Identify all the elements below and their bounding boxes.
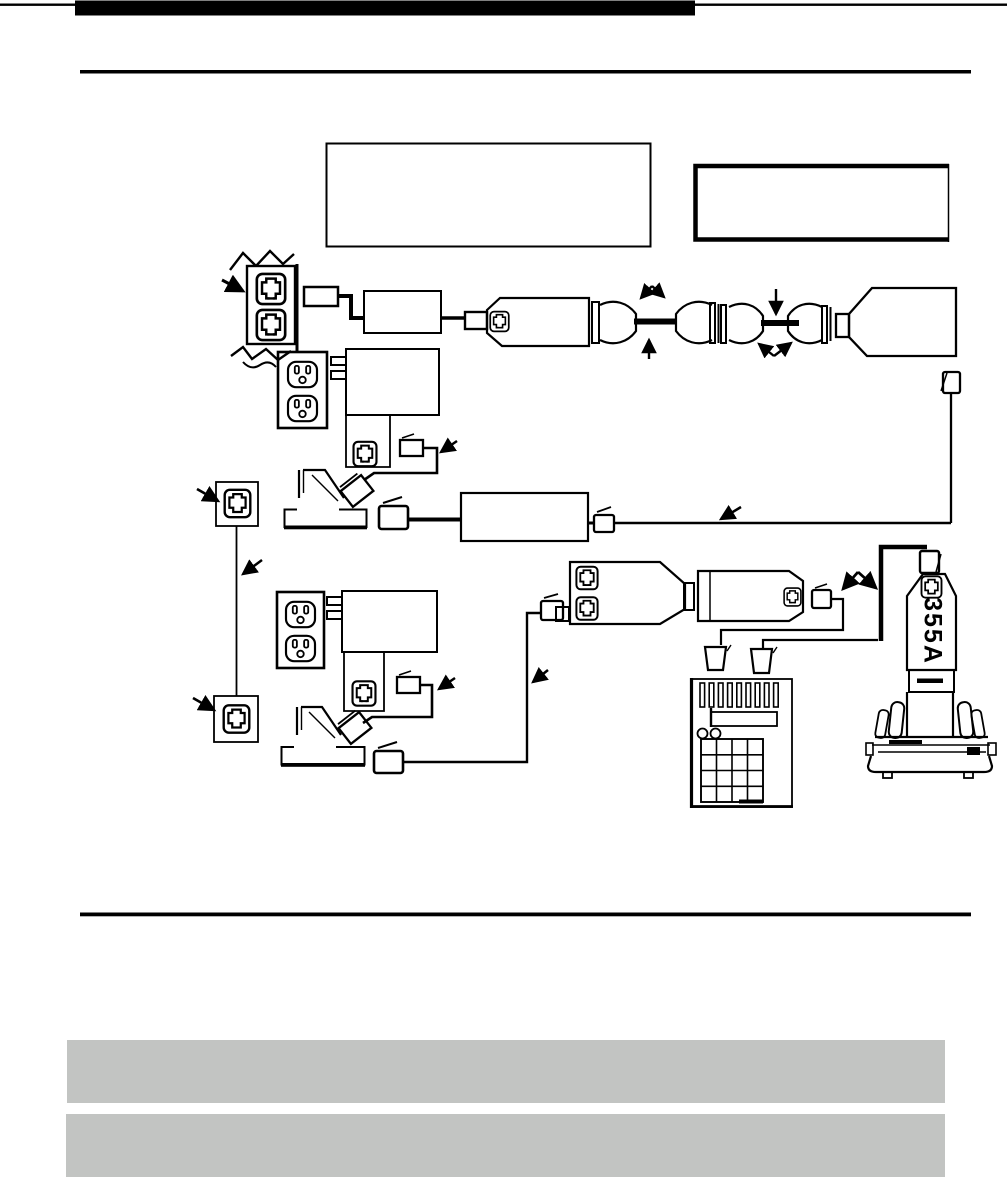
footer	[66, 913, 971, 1177]
outlet-socket-icon	[286, 636, 315, 661]
button-round	[711, 729, 721, 739]
button-round	[698, 729, 708, 739]
highlight-bar-1	[67, 1040, 945, 1103]
callout-arrow	[197, 489, 218, 501]
phone-jack-icon	[576, 567, 597, 590]
phone-jack-icon	[354, 442, 377, 466]
cord	[338, 296, 364, 318]
highlight-bar-2	[66, 1114, 945, 1177]
single-wall-jack-lower	[214, 696, 258, 742]
phone-jack-icon	[257, 310, 285, 340]
phone-jack-icon	[490, 312, 509, 332]
power-cluster-upper	[278, 349, 588, 541]
cord	[763, 640, 878, 648]
modular-plug	[379, 497, 408, 529]
modular-plug	[465, 312, 487, 329]
ac-adapter	[327, 591, 437, 652]
phone-jack-icon	[224, 705, 250, 732]
modular-plug	[812, 584, 831, 608]
phone-jack-icon	[922, 576, 942, 597]
line-device-box	[455, 493, 588, 541]
modular-plug	[594, 507, 614, 532]
upper-rule	[80, 70, 971, 74]
power-cluster-lower	[277, 591, 563, 773]
desk-device-with-jack	[698, 571, 831, 621]
callout-boxes	[327, 144, 950, 247]
left-wall-jacks	[193, 482, 262, 742]
callout-arrow	[441, 441, 457, 452]
fax-machine	[866, 692, 996, 778]
ac-adapter	[331, 349, 439, 415]
modular-plug	[705, 645, 731, 670]
cord-coupler-pair-1	[592, 302, 719, 343]
cord	[403, 613, 541, 762]
callout-arrow	[193, 698, 214, 710]
top-title-bar	[75, 1, 695, 16]
phone-jack-icon	[576, 597, 597, 620]
callout-arrow	[533, 670, 548, 682]
modular-plug	[920, 551, 941, 573]
modular-plug	[374, 742, 403, 773]
outlet-socket-icon	[286, 602, 315, 627]
callout-arrow	[439, 678, 455, 689]
callout-arrow	[222, 280, 243, 291]
dual-wall-jack	[222, 251, 297, 367]
cords-to-phone	[705, 599, 878, 673]
single-wall-jack-upper	[216, 482, 258, 526]
callout-box-2	[696, 164, 950, 242]
lower-rule	[80, 913, 971, 917]
keypad-grid	[701, 739, 763, 804]
display-window	[711, 708, 777, 727]
wall-break-curl	[243, 362, 276, 367]
outlet-socket-icon	[288, 396, 317, 421]
modular-plug	[941, 372, 960, 393]
angled-plug	[336, 709, 371, 744]
callout-arrow	[721, 507, 741, 519]
wall-break-zigzag-bottom	[231, 347, 291, 360]
double-arrow	[843, 572, 876, 589]
ac-outlet	[277, 592, 324, 668]
modular-plug	[304, 287, 338, 306]
ac-outlet	[278, 352, 327, 428]
phone-jack-icon	[257, 274, 285, 304]
phone-jack-icon	[784, 588, 801, 606]
telephone-device-left	[487, 298, 589, 346]
inline-device-box	[364, 291, 441, 333]
dual-jack-adapter	[556, 562, 694, 624]
adapter-label: 355A	[918, 597, 947, 665]
modular-plug	[400, 434, 423, 456]
keypad-telephone	[692, 678, 794, 808]
header-rules	[0, 1, 1007, 74]
speaker-grille	[700, 683, 778, 707]
long-line-cord	[588, 372, 960, 532]
modular-plug	[751, 647, 777, 673]
phone-jack-icon	[353, 681, 376, 705]
phone-jack-icon	[225, 490, 251, 517]
modular-plug	[397, 671, 420, 693]
callout-arrow	[243, 560, 262, 574]
adapter-355a	[907, 574, 956, 692]
outlet-socket-icon	[288, 362, 317, 387]
callout-box-1	[327, 144, 651, 247]
telephone-device-right	[836, 288, 956, 356]
